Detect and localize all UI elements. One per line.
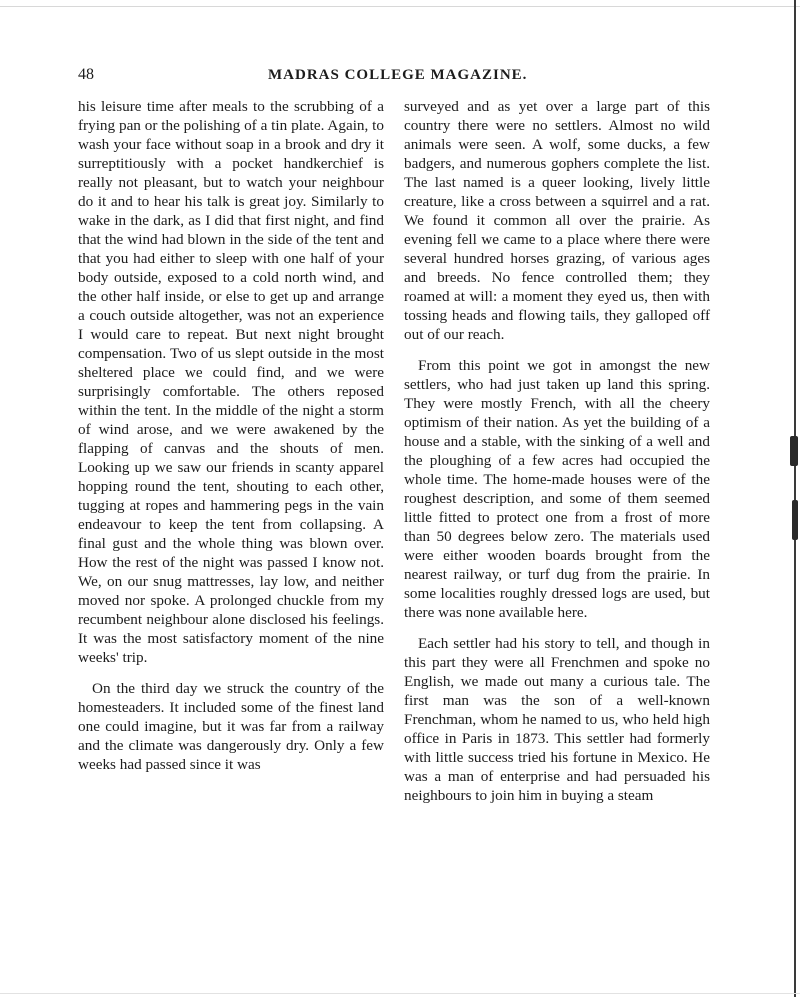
- scan-top-edge: [0, 6, 800, 7]
- binding-mark: [790, 436, 798, 466]
- paragraph: his leisure time after meals to the scrubbing of a frying pan or the polishing of a tin plate. Again, to wash your face without soap in a brook and dry it surreptitiously with a pocket handkerchief is really not pleasant, but to watch your neighbour do it and to hear his talk is great joy. Similarly to wake in the dark, as I did that first night, and find that the wind had blown in the side of the tent and that you had either to sleep with one half of your body outside, exposed to a cold north wind, and the other half inside, or else to get up and arrange a couch outside altogether, was not an experience I would care to repeat. But next night brought compensation. Two of us slept outside in the most sheltered place we could find, and we were surprisingly comfortable. The others reposed within the tent. In the middle of the night a storm of wind arose, and we were awakened by the flapping of canvas and the shouts of men. Looking up we saw our friends in scanty apparel hopping round the tent, shouting to each other, tugging at ropes and hammering pegs in the vain endeavour to keep the tent from collapsing. A final gust and the whole thing was blown over. How the rest of the night was passed I know not. We, on our snug mattresses, lay low, and neither moved nor spoke. A prolonged chuckle from my recumbent neighbour alone disclosed his feelings. It was the most satisfactory moment of the nine weeks' trip.: [78, 98, 384, 666]
- left-column: [78, 97, 384, 786]
- scan-right-edge: [794, 0, 796, 997]
- paragraph: surveyed and as yet over a large part of this country there were no settlers. Almost no wild animals were seen. A wolf, some ducks, a few badgers, and numerous gophers complete the list. The last named is a queer looking, lively little creature, like a cross between a squirrel and a rat. We found it common all over the prairie. As evening fell we came to a place where there were several hundred horses grazing, of various ages and breeds. No fence controlled them; they roamed at will: a moment they eyed us, then with tossing heads and flowing tails, they galloped off out of our reach.: [404, 98, 710, 343]
- paragraph: On the third day we struck the country of the homesteaders. It included some of the finest land one could imagine, but it was far from a railway and the climate was dangerously dry. Only a few weeks had passed since it was: [78, 680, 384, 773]
- running-title: MADRAS COLLEGE MAGAZINE.: [268, 67, 528, 83]
- page-number: 48: [78, 66, 94, 83]
- paragraph: Each settler had his story to tell, and though in this part they were all Frenchmen and spoke no English, we made out many a curious tale. The first man was the son of a well-known Frenchman, whom he named to us, who held high office in Paris in 1873. This settler had formerly with little success tried his fortune in Mexico. He was a man of enterprise and had persuaded his neighbours to join him in buying a steam: [404, 635, 710, 804]
- binding-mark: [792, 500, 798, 540]
- paragraph: From this point we got in amongst the new settlers, who had just taken up land this spring. They were mostly French, with all the cheery optimism of their nation. As yet the building of a house and a stable, with the sinking of a well and the ploughing of a few acres had occupied the whole time. The home-made houses were of the roughest description, and some of them seemed little fitted to protect one from a frost of more than 50 degrees below zero. The materials used were either wooden boards brought from the nearest railway, or turf dug from the prairie. In some localities roughly dressed logs are used, but there was none available here.: [404, 357, 710, 621]
- scan-bottom-edge: [0, 993, 800, 994]
- right-column: [404, 97, 710, 817]
